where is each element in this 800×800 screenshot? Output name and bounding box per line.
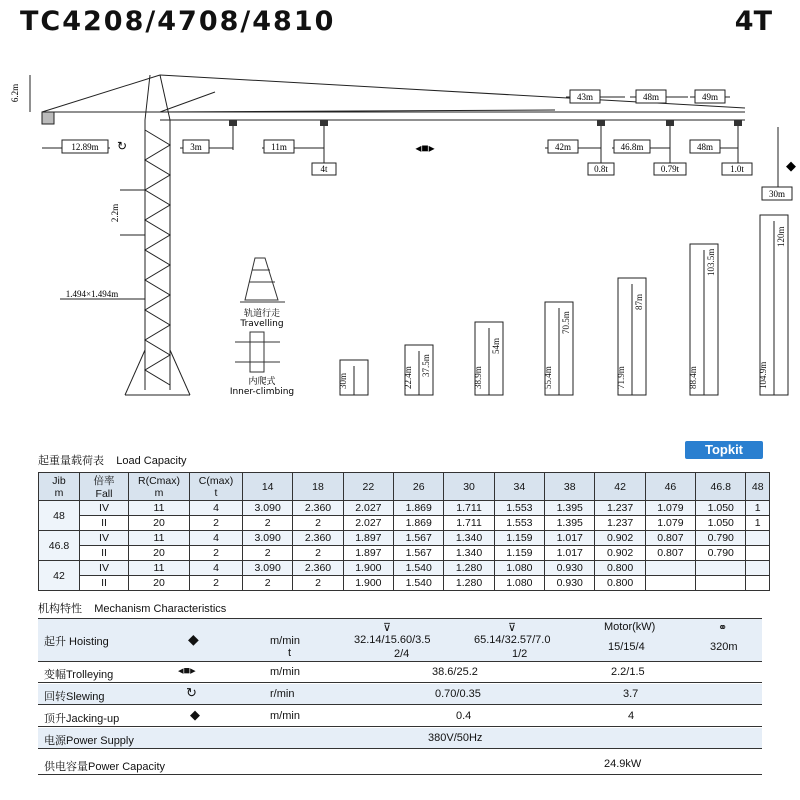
capacity-cell: 1.711 bbox=[444, 516, 494, 531]
hoist-load-1: 2/4 bbox=[394, 648, 410, 660]
jacking-unit: m/min bbox=[270, 710, 300, 722]
table-row bbox=[39, 531, 770, 546]
power-capacity-row bbox=[38, 754, 762, 775]
load-2: 0.79t bbox=[660, 164, 680, 174]
capacity-cell bbox=[645, 561, 695, 576]
capacity-cell: 1.553 bbox=[494, 501, 544, 516]
capacity-cell: 1.395 bbox=[545, 516, 595, 531]
dim-top-height: 6.2m bbox=[10, 83, 20, 103]
capacity-cell: 1.900 bbox=[343, 576, 393, 591]
dim-free-height: 30m bbox=[768, 189, 786, 199]
header-c: C(max) t bbox=[190, 473, 243, 501]
header-radius-5: 34 bbox=[494, 473, 544, 501]
capacity-cell: 1.340 bbox=[444, 546, 494, 561]
slewing-speed: 0.70/0.35 bbox=[435, 688, 481, 700]
power-label: 电源Power Supply bbox=[44, 735, 134, 747]
jacking-label: 顶升Jacking-up bbox=[44, 713, 120, 725]
hoist-unit-speed: m/min bbox=[270, 635, 300, 647]
r-cell: 11 bbox=[129, 531, 190, 546]
hoisting-label: 起升 Hoisting bbox=[44, 636, 109, 648]
load-title-en: Load Capacity bbox=[116, 455, 187, 467]
capacity-cell: 3.090 bbox=[243, 531, 293, 546]
crane-diagram bbox=[0, 60, 800, 405]
dim-mast-section: 1.494×1.494m bbox=[65, 289, 119, 299]
header-r: R(Cmax) m bbox=[129, 473, 190, 501]
rope-icon: ⚭ bbox=[718, 622, 728, 634]
header-radius-10: 48 bbox=[746, 473, 770, 501]
capacity-cell: 1.897 bbox=[343, 531, 393, 546]
capacity-cell: 1 bbox=[746, 516, 770, 531]
fall-cell: IV bbox=[80, 561, 129, 576]
capacity-cell bbox=[645, 576, 695, 591]
trolley-speed: 38.6/25.2 bbox=[432, 666, 478, 678]
load-1: 0.8t bbox=[594, 164, 608, 174]
capacity-cell: 1.237 bbox=[595, 501, 645, 516]
trolley-row bbox=[38, 662, 762, 683]
tower-base-label: 30m bbox=[338, 372, 348, 389]
capacity-cell: 2 bbox=[243, 576, 293, 591]
capacity-cell: 2.360 bbox=[293, 531, 343, 546]
capacity-cell: 1.340 bbox=[444, 531, 494, 546]
capacity-cell: 2.027 bbox=[343, 501, 393, 516]
mech-section-title bbox=[38, 600, 226, 616]
capacity-cell: 1.050 bbox=[696, 501, 746, 516]
jib-cell: 48 bbox=[39, 501, 80, 531]
fall-cell: IV bbox=[80, 531, 129, 546]
header-radius-4: 30 bbox=[444, 473, 494, 501]
header-radius-2: 22 bbox=[343, 473, 393, 501]
power-value: 380V/50Hz bbox=[428, 732, 483, 744]
hoist-speed-2: 65.14/32.57/7.0 bbox=[474, 634, 551, 646]
slewing-label: 回转Slewing bbox=[44, 691, 105, 703]
header-jib: Jib m bbox=[39, 473, 80, 501]
capacity-cell bbox=[696, 561, 746, 576]
hoisting-row bbox=[38, 618, 762, 662]
fall-cell: II bbox=[80, 516, 129, 531]
capacity-cell: 1.080 bbox=[494, 576, 544, 591]
capacity-cell: 1.237 bbox=[595, 516, 645, 531]
hoist-motor: 15/15/4 bbox=[608, 641, 645, 653]
hoist-arrow-icon: ◆ bbox=[188, 631, 199, 647]
c-cell: 4 bbox=[190, 561, 243, 576]
tower-base-label: 38.9m bbox=[473, 366, 483, 389]
capacity-cell: 0.807 bbox=[645, 546, 695, 561]
r-cell: 11 bbox=[129, 501, 190, 516]
c-cell: 4 bbox=[190, 501, 243, 516]
capacity-cell: 1.900 bbox=[343, 561, 393, 576]
capacity-cell bbox=[746, 531, 770, 546]
trolley-icon: ◂■▸ bbox=[415, 141, 435, 155]
capacity-cell: 1.869 bbox=[394, 501, 444, 516]
slewing-icon: ↻ bbox=[186, 685, 197, 700]
capacity-cell: 0.930 bbox=[545, 561, 595, 576]
travelling-cn: 轨道行走 bbox=[243, 309, 281, 319]
capacity-title: 4T bbox=[734, 6, 772, 37]
r-cell: 20 bbox=[129, 546, 190, 561]
table-row bbox=[39, 576, 770, 591]
trolley-icon: ◂■▸ bbox=[178, 665, 196, 677]
slewing-row bbox=[38, 684, 762, 705]
capacity-cell: 2 bbox=[293, 516, 343, 531]
dim-counter-jib: 12.89m bbox=[71, 142, 99, 152]
mech-title-cn: 机构特性 bbox=[38, 603, 82, 615]
capacity-cell bbox=[746, 546, 770, 561]
tower-top-label: 54m bbox=[491, 337, 501, 354]
capacity-cell: 3.090 bbox=[243, 561, 293, 576]
header-fall: 倍率 Fall bbox=[80, 473, 129, 501]
capacity-cell: 1.395 bbox=[545, 501, 595, 516]
mech-title-en: Mechanism Characteristics bbox=[94, 603, 227, 615]
dim-jib-4: 48m bbox=[696, 142, 714, 152]
power-capacity-value: 24.9kW bbox=[604, 758, 642, 770]
dim-top-0: 43m bbox=[576, 92, 594, 102]
capacity-cell: 1.280 bbox=[444, 561, 494, 576]
load-3: 1.0t bbox=[730, 164, 744, 174]
load-0: 4t bbox=[320, 164, 328, 174]
dim-section: 2.2m bbox=[110, 203, 120, 223]
capacity-cell: 1.567 bbox=[394, 546, 444, 561]
capacity-cell: 2 bbox=[293, 546, 343, 561]
capacity-cell: 1.050 bbox=[696, 516, 746, 531]
header-radius-0: 14 bbox=[243, 473, 293, 501]
capacity-cell: 0.930 bbox=[545, 576, 595, 591]
travelling-en: Travelling bbox=[240, 319, 284, 329]
dim-jib-3: 46.8m bbox=[620, 142, 644, 152]
load-table bbox=[38, 472, 770, 591]
capacity-cell: 1.567 bbox=[394, 531, 444, 546]
slewing-motor: 3.7 bbox=[623, 688, 639, 700]
trolley-unit: m/min bbox=[270, 666, 300, 678]
capacity-cell: 1.079 bbox=[645, 501, 695, 516]
tower-base-label: 22.4m bbox=[403, 366, 413, 389]
tower-base-label: 71.9m bbox=[616, 366, 626, 389]
capacity-cell: 0.790 bbox=[696, 546, 746, 561]
trolley-label: 变幅Trolleying bbox=[44, 669, 114, 681]
r-cell: 20 bbox=[129, 576, 190, 591]
jacking-speed: 0.4 bbox=[456, 710, 472, 722]
power-capacity-label: 供电容量Power Capacity bbox=[44, 761, 166, 773]
c-cell: 4 bbox=[190, 531, 243, 546]
capacity-cell: 1 bbox=[746, 501, 770, 516]
hoisting-icon: ◆ bbox=[786, 158, 796, 173]
capacity-cell: 1.079 bbox=[645, 516, 695, 531]
dim-jib-1: 11m bbox=[271, 142, 287, 152]
capacity-cell: 0.902 bbox=[595, 546, 645, 561]
dim-top-1: 48m bbox=[642, 92, 660, 102]
capacity-cell: 1.017 bbox=[545, 531, 595, 546]
capacity-cell: 2.360 bbox=[293, 561, 343, 576]
capacity-cell: 2 bbox=[293, 576, 343, 591]
jib-cell: 42 bbox=[39, 561, 80, 591]
header-radius-6: 38 bbox=[545, 473, 595, 501]
header-radius-7: 42 bbox=[595, 473, 645, 501]
capacity-cell: 1.540 bbox=[394, 576, 444, 591]
page-title: TC4208/4708/4810 bbox=[20, 6, 336, 37]
hoist-mode-icon-1: ⊽ bbox=[383, 622, 392, 634]
power-row bbox=[38, 728, 762, 749]
tower-top-label: 87m bbox=[634, 293, 644, 310]
trolley-motor: 2.2/1.5 bbox=[611, 666, 645, 678]
tower-top-label: 120m bbox=[776, 226, 786, 247]
capacity-cell: 2 bbox=[243, 516, 293, 531]
capacity-cell: 2.027 bbox=[343, 516, 393, 531]
tower-base-label: 55.4m bbox=[543, 366, 553, 389]
capacity-cell: 1.897 bbox=[343, 546, 393, 561]
hoist-unit-load: t bbox=[288, 647, 292, 659]
hoist-rope: 320m bbox=[710, 641, 738, 653]
fall-cell: IV bbox=[80, 501, 129, 516]
capacity-cell: 1.553 bbox=[494, 516, 544, 531]
capacity-cell: 2 bbox=[243, 546, 293, 561]
dim-jib-0: 3m bbox=[190, 142, 202, 152]
dim-top-2: 49m bbox=[701, 92, 719, 102]
capacity-cell: 1.869 bbox=[394, 516, 444, 531]
capacity-cell bbox=[746, 576, 770, 591]
tower-top-label: 103.5m bbox=[706, 248, 716, 276]
capacity-cell: 1.159 bbox=[494, 531, 544, 546]
table-row bbox=[39, 546, 770, 561]
fall-cell: II bbox=[80, 546, 129, 561]
header-radius-9: 46.8 bbox=[696, 473, 746, 501]
capacity-cell: 3.090 bbox=[243, 501, 293, 516]
capacity-cell: 1.017 bbox=[545, 546, 595, 561]
c-cell: 2 bbox=[190, 516, 243, 531]
hoist-mode-icon-2: ⊽ bbox=[508, 622, 517, 634]
tower-base-label: 88.4m bbox=[688, 366, 698, 389]
hoist-load-2: 1/2 bbox=[512, 648, 528, 660]
slewing-icon: ↻ bbox=[116, 139, 128, 153]
capacity-cell bbox=[746, 561, 770, 576]
c-cell: 2 bbox=[190, 576, 243, 591]
load-title-cn: 起重量载荷表 bbox=[38, 455, 104, 467]
climbing-en: Inner-climbing bbox=[229, 387, 295, 397]
capacity-cell: 0.800 bbox=[595, 561, 645, 576]
header-radius-1: 18 bbox=[293, 473, 343, 501]
capacity-cell: 1.080 bbox=[494, 561, 544, 576]
header-radius-8: 46 bbox=[645, 473, 695, 501]
climbing-cn: 内爬式 bbox=[248, 377, 276, 387]
hoist-speed-1: 32.14/15.60/3.5 bbox=[354, 634, 431, 646]
r-cell: 11 bbox=[129, 561, 190, 576]
c-cell: 2 bbox=[190, 546, 243, 561]
jacking-icon: ◆ bbox=[190, 707, 200, 722]
capacity-cell: 2.360 bbox=[293, 501, 343, 516]
motor-header: Motor(kW) bbox=[604, 621, 656, 633]
capacity-cell: 0.800 bbox=[595, 576, 645, 591]
tower-base-label: 104.9m bbox=[758, 361, 768, 389]
dim-jib-2: 42m bbox=[554, 142, 572, 152]
table-row bbox=[39, 516, 770, 531]
fall-cell: II bbox=[80, 576, 129, 591]
table-row bbox=[39, 501, 770, 516]
tower-top-label: 70.5m bbox=[561, 311, 571, 334]
load-section-title bbox=[38, 452, 187, 468]
slewing-unit: r/min bbox=[270, 688, 295, 700]
jacking-motor: 4 bbox=[628, 710, 635, 722]
r-cell: 20 bbox=[129, 516, 190, 531]
capacity-cell: 1.159 bbox=[494, 546, 544, 561]
capacity-cell: 1.711 bbox=[444, 501, 494, 516]
jacking-row bbox=[38, 706, 762, 727]
capacity-cell: 0.902 bbox=[595, 531, 645, 546]
capacity-cell: 1.540 bbox=[394, 561, 444, 576]
table-row bbox=[39, 561, 770, 576]
capacity-cell: 0.790 bbox=[696, 531, 746, 546]
capacity-cell: 0.807 bbox=[645, 531, 695, 546]
jib-cell: 46.8 bbox=[39, 531, 80, 561]
tower-top-label: 37.5m bbox=[421, 354, 431, 377]
capacity-cell: 1.280 bbox=[444, 576, 494, 591]
header-radius-3: 26 bbox=[394, 473, 444, 501]
capacity-cell bbox=[696, 576, 746, 591]
topkit-badge: Topkit bbox=[685, 441, 763, 459]
